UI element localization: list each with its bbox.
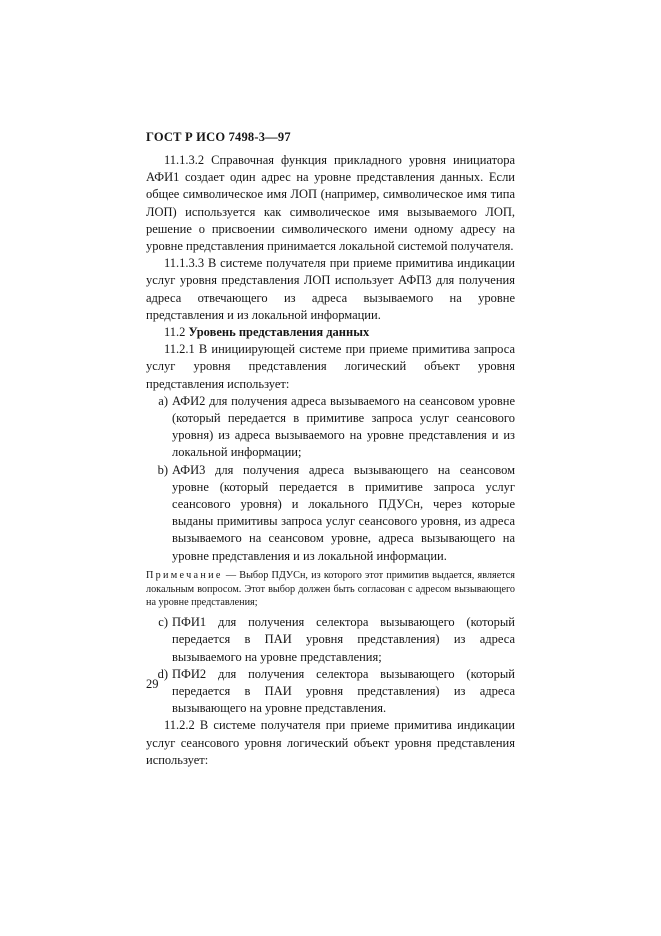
- list-item-text: АФИ2 для получения адреса вызываемого на сеансовом уровне (который передается в примитиве запроса услуг сеансового уровня) из адреса вызываемого на уровне представления и из локальной информации;: [172, 393, 515, 460]
- section-heading: [146, 324, 515, 341]
- list-marker: d): [157, 666, 168, 681]
- section-heading-title: Уровень представления данных: [188, 325, 370, 340]
- note-label: Примечание: [146, 569, 223, 581]
- document-header: ГОСТ Р ИСО 7498-3—97: [146, 130, 291, 144]
- list-marker: c): [158, 615, 168, 630]
- paragraph-11-1-3-3: 11.1.3.3 В системе получателя при приеме примитива индикации услуг уровня представления ЛОП использует АФП3 для получения адреса отвечающего из адреса вызываемого на уровне представления и из локальной информации.: [146, 256, 515, 322]
- paragraph-11-2-1: 11.2.1 В инициирующей системе при приеме примитива запроса услуг уровня представления логический объект уровня представления использует:: [146, 342, 515, 391]
- section-heading-number: 11.2: [164, 325, 186, 340]
- document-body: [146, 152, 515, 769]
- list-item-d: [146, 666, 515, 718]
- page-number: 29: [146, 677, 159, 691]
- list-item-c: [146, 614, 515, 666]
- list-item-a: [146, 393, 515, 462]
- paragraph-11-1-3-2: 11.1.3.2 Справочная функция прикладного уровня инициатора АФИ1 создает один адрес на уровне представления данных. Если общее символическое имя ЛОП (например, символическое имя типа ЛОП) используется как символическое имя вызываемого ЛОП, решение о присвоении символического имени одному адресу на уровне представления принимается локальной системой получателя.: [146, 153, 515, 254]
- list-item-text: ПФИ2 для получения селектора вызывающего (который передается в ПАИ уровня представления) из адреса вызывающего на уровне представления.: [172, 666, 515, 716]
- note-text: — Выбор ПДУСн, из которого этот примитив выдается, является локальным вопросом. Этот выбор должен быть согласован с адресом вызывающего на уровне представления;: [146, 569, 515, 609]
- list-marker: a): [158, 393, 168, 408]
- list-marker: b): [157, 462, 168, 477]
- list-item-text: ПФИ1 для получения селектора вызывающего (который передается в ПАИ уровня представления) из адреса вызываемого на уровне представления;: [172, 615, 515, 664]
- note: [146, 569, 515, 610]
- list-item-text: АФИ3 для получения адреса вызывающего на сеансовом уровне (который передается в примитиве запроса услуг сеансового уровня) и локального ПДУСн, через которые выданы примитивы запроса услуг сеансового уровня, из адреса вызываемого на сеансовом уровне, адреса вызывающего на уровне представления и из локальной информации.: [172, 462, 515, 563]
- paragraph-11-2-2: 11.2.2 В системе получателя при приеме примитива индикации услуг сеансового уровня логический объект уровня представления использует:: [146, 718, 515, 767]
- list-item-b: [146, 462, 515, 565]
